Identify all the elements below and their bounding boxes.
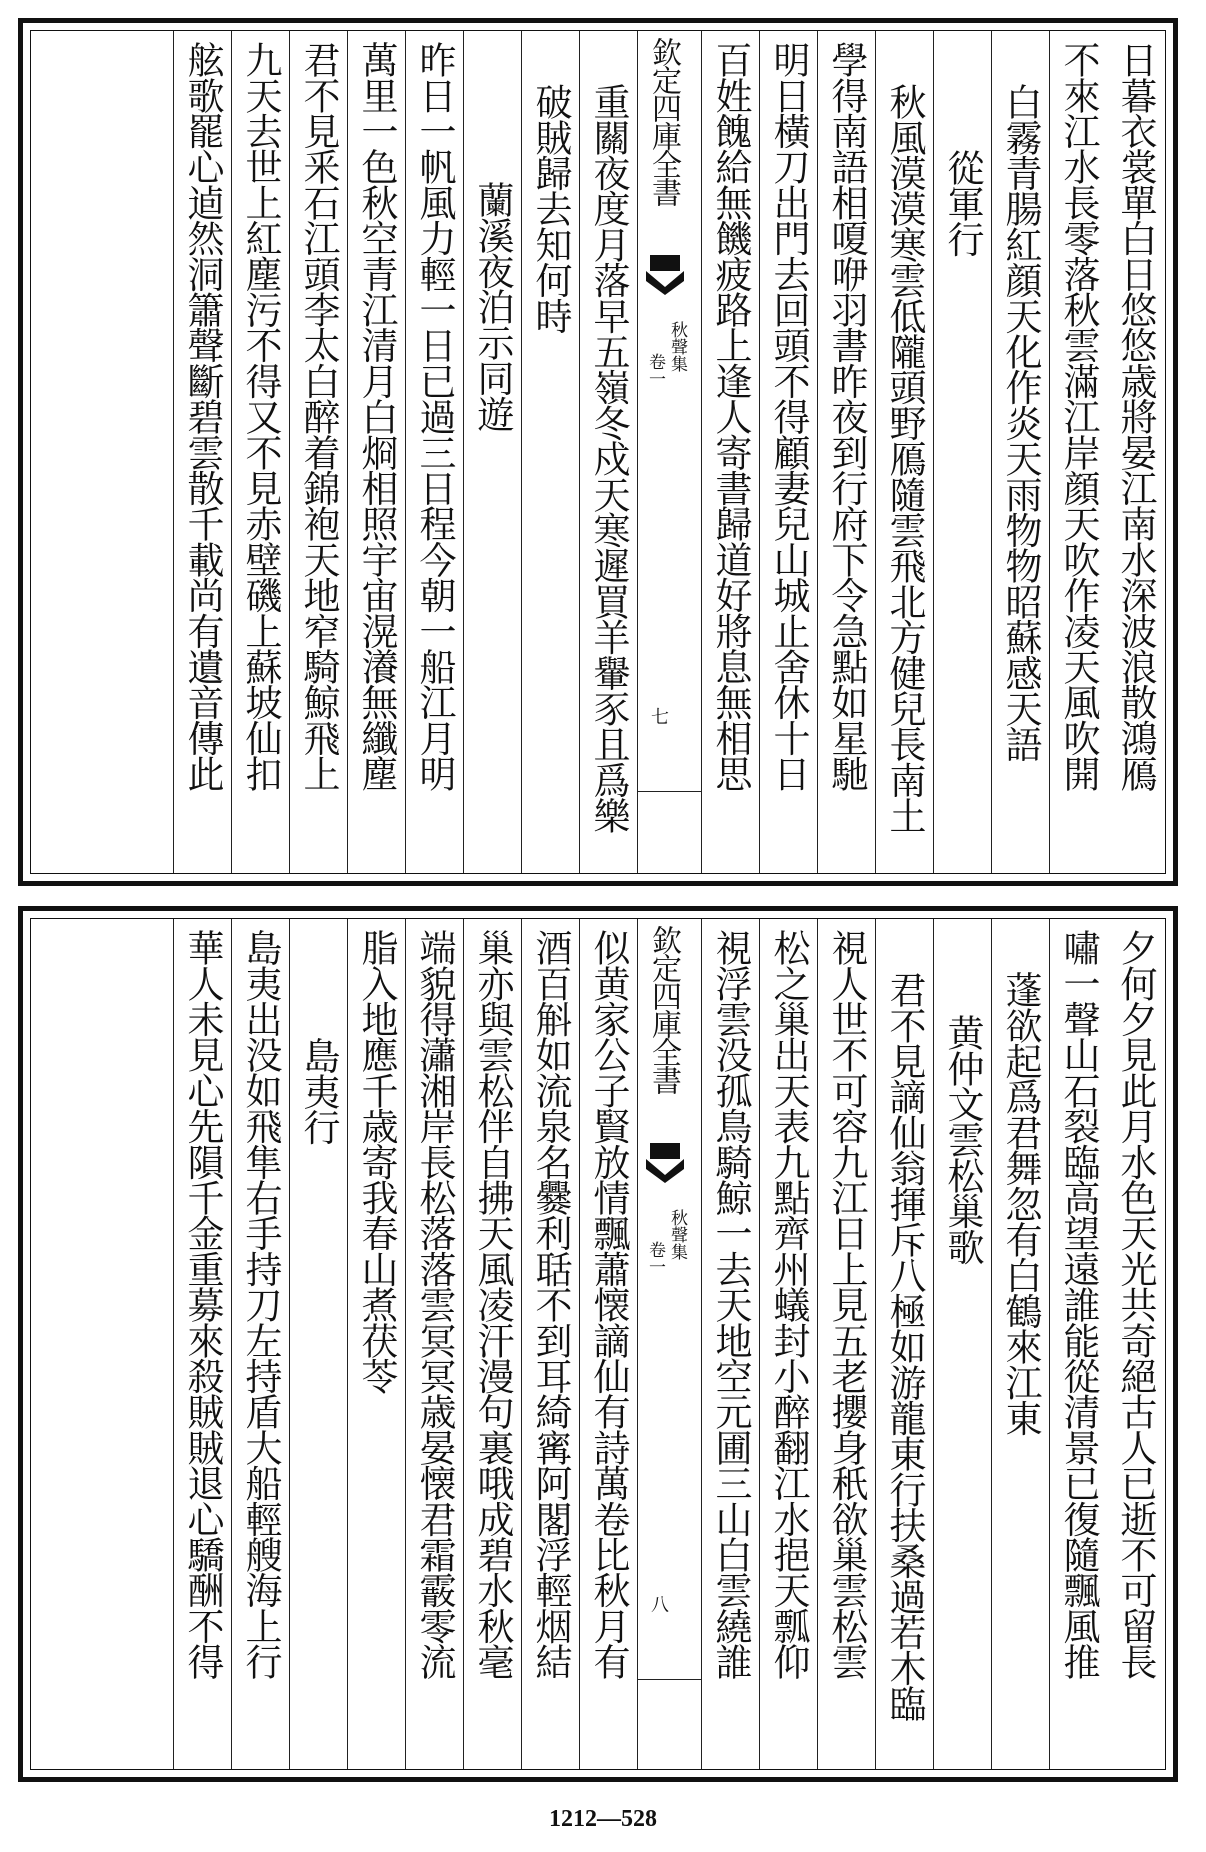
- collection-title: 秋聲集: [667, 321, 687, 372]
- page-eight-frame: [18, 906, 1178, 1782]
- page-seven-inner-border: [30, 30, 1166, 874]
- text-column: [1107, 919, 1165, 1769]
- column-text: 巢亦與雲松伴自拂天風凌汗漫句裏哦成碧水秋毫: [471, 929, 514, 1679]
- column-text: 嘯一聲山石裂臨高望遠誰能從清景已復隨飄風推: [1057, 929, 1100, 1679]
- fold-divider: [638, 791, 701, 792]
- text-column: [759, 919, 817, 1769]
- column-text: 舷歌罷心逌然洞簫聲斷碧雲散千載尚有遺音傳此: [181, 41, 224, 791]
- poem-title-column: [933, 31, 991, 873]
- column-text: 九天去世上紅塵污不得又不見赤壁磯上蘇坡仙扣: [239, 41, 282, 791]
- text-column: [405, 31, 463, 873]
- fish-tail-mark-icon: [642, 253, 688, 297]
- poem-title-column: [463, 31, 521, 873]
- text-column: [347, 31, 405, 873]
- column-text: 視人世不可容九江日上見五老攖身秖欲巢雲松雲: [825, 929, 868, 1679]
- column-text: 酒百斛如流泉名爨利聒不到耳綺寗阿閣浮輕烟結: [529, 929, 572, 1679]
- column-text: 百姓餽給無饑疲路上逢人寄書歸道好將息無相思: [709, 41, 752, 791]
- text-column: [173, 919, 231, 1769]
- poem-title-column: [289, 919, 347, 1769]
- poem-title: 島夷行: [297, 1037, 340, 1145]
- column-text: 似黄家公子賢放情飄蕭懐謫仙有詩萬卷比秋月有: [587, 929, 630, 1679]
- page-number: 八: [648, 1595, 669, 1613]
- text-column: [579, 919, 637, 1769]
- page-eight-inner-border: [30, 918, 1166, 1770]
- text-column: [817, 919, 875, 1769]
- text-column: [347, 919, 405, 1769]
- text-column: [759, 31, 817, 873]
- column-text: 秋風漠漠寒雲低隴頭野鴈隨雲飛北方健兒長南土: [883, 83, 926, 833]
- text-column: [875, 31, 933, 873]
- poem-title: 黄仲文雲松巢歌: [941, 1014, 984, 1264]
- column-text: 日暮衣裳單白日悠悠歳將晏江南水深波浪散鴻鴈: [1114, 41, 1157, 791]
- text-column: [405, 919, 463, 1769]
- text-column: [1107, 31, 1165, 873]
- text-column: [701, 31, 759, 873]
- text-column: [875, 919, 933, 1769]
- text-column: [991, 919, 1049, 1769]
- column-text: 學得南語相嗄咿羽書昨夜到行府下令急點如星馳: [825, 41, 868, 791]
- text-column: [463, 919, 521, 1769]
- page-reference-number: 1212—528: [549, 1806, 657, 1832]
- column-text: 端貌得瀟湘岸長松落落雲冥冥歳晏懐君霜霰零流: [413, 929, 456, 1679]
- column-text: 蓬欲起爲君舞忽有白鶴來江東: [999, 971, 1042, 1436]
- column-text: 不來江水長零落秋雲滿江岸顔天吹作凌天風吹開: [1057, 41, 1100, 791]
- column-text: 明日橫刀出門去回頭不得顧妻兒山城止舍休十日: [767, 41, 810, 791]
- column-text: 重關夜度月落早五嶺冬戍天寒遲買羊轝豕且爲樂: [587, 83, 630, 833]
- poem-title-column: [933, 919, 991, 1769]
- volume-label: 卷一: [645, 353, 665, 387]
- collection-title: 秋聲集: [667, 1209, 687, 1260]
- text-column: [231, 31, 289, 873]
- text-column: [1049, 919, 1107, 1769]
- text-column: [817, 31, 875, 873]
- center-margin-strip: [637, 919, 701, 1769]
- page-number: 七: [648, 707, 669, 725]
- column-text: 島夷出没如飛隼右手持刀左持盾大船輕艘海上行: [239, 929, 282, 1679]
- text-column: [231, 919, 289, 1769]
- poem-title: 從軍行: [941, 149, 984, 257]
- text-column: [173, 31, 231, 873]
- fish-tail-mark-icon: [642, 1141, 688, 1185]
- text-column: [521, 919, 579, 1769]
- fold-divider: [638, 1679, 701, 1680]
- volume-label: 卷一: [645, 1241, 665, 1275]
- column-text: 夕何夕見此月水色天光共奇絕古人已逝不可留長: [1114, 929, 1157, 1679]
- siku-quanshu-header: 欽定四庫全書: [646, 925, 681, 1093]
- column-text: 破賊歸去知何時: [529, 83, 572, 333]
- poem-title: 蘭溪夜泊示同遊: [471, 181, 514, 431]
- text-column: [1049, 31, 1107, 873]
- column-text: 華人未見心先隕千金重募來殺賊賊退心驕酬不得: [181, 929, 224, 1679]
- column-text: 君不見釆石江頭李太白醉着錦袍天地窄騎鯨飛上: [297, 41, 340, 791]
- text-column: [579, 31, 637, 873]
- text-column: [289, 31, 347, 873]
- column-text: 脂入地應千歳寄我春山煮茯苓: [355, 929, 398, 1394]
- text-column: [521, 31, 579, 873]
- text-column: [991, 31, 1049, 873]
- text-column: [701, 919, 759, 1769]
- column-text: 視浮雲没孤鳥騎鯨一去天地空元圃三山白雲繞誰: [709, 929, 752, 1679]
- center-margin-strip: [637, 31, 701, 873]
- column-text: 萬里一色秋空青江清月白烱相照宇宙滉瀁無纖塵: [355, 41, 398, 791]
- siku-quanshu-header: 欽定四庫全書: [646, 37, 681, 205]
- column-text: 昨日一帆風力輕一日已過三日程今朝一船江月明: [413, 41, 456, 791]
- column-text: 君不見謫仙翁揮斥八極如游龍東行扶桑過若木臨: [883, 971, 926, 1721]
- page-seven-frame: [18, 18, 1178, 886]
- column-text: 松之巢出天表九點齊州蟻封小醉翻江水挹天瓢仰: [767, 929, 810, 1679]
- column-text: 白霧青腸紅顔天化作炎天雨物物昭蘇感天語: [999, 83, 1042, 762]
